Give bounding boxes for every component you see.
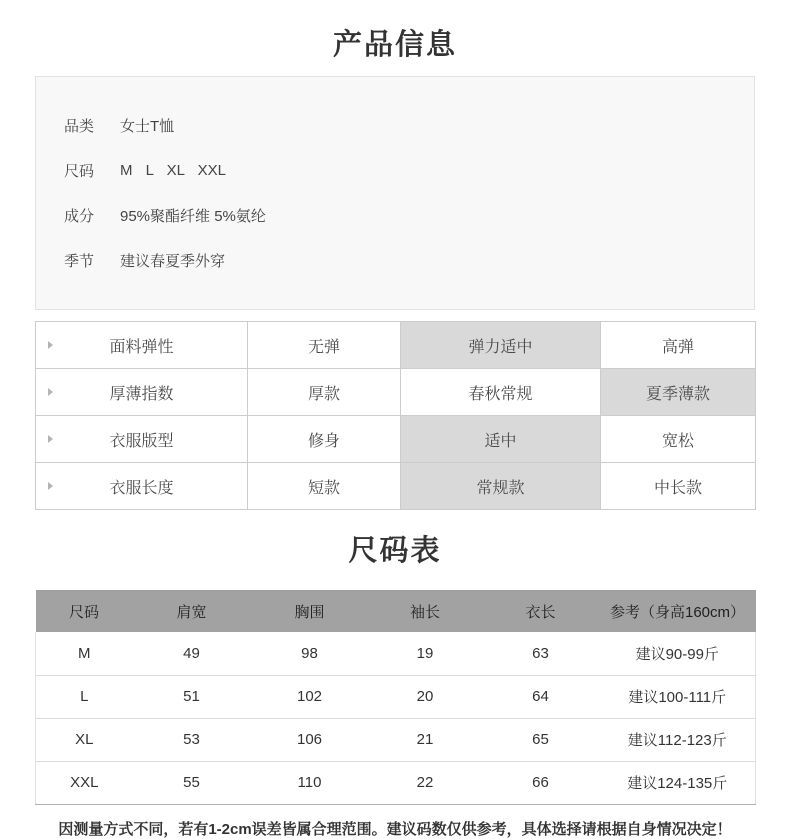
size-cell: 98: [251, 632, 369, 675]
attr-name-cell: [36, 322, 248, 369]
size-cell: 20: [369, 675, 482, 718]
attr-option-cell: 中长款: [601, 463, 756, 510]
info-label: 成分: [64, 208, 95, 225]
size-chart-title: 尺码表: [348, 535, 442, 567]
attr-row-thickness: [36, 369, 756, 416]
attribute-table: [35, 321, 756, 510]
info-label: 尺码: [64, 163, 95, 180]
size-cell: 21: [369, 718, 482, 761]
attr-option-cell: 春秋常规: [401, 369, 601, 416]
attr-option-cell: 夏季薄款: [601, 369, 756, 416]
row-marker-icon: [48, 435, 53, 443]
size-cell: 建议112-123斤: [600, 718, 756, 761]
attr-option-cell: 高弹: [601, 322, 756, 369]
attr-option-cell: 短款: [248, 463, 401, 510]
attr-option-cell: 宽松: [601, 416, 756, 463]
info-value: 女士T恤: [120, 118, 175, 135]
info-label: 品类: [64, 118, 95, 135]
size-cell: 建议100-111斤: [600, 675, 756, 718]
attr-name-label: 厚薄指数: [109, 385, 174, 403]
info-row-category: [64, 103, 754, 148]
size-table-header: 袖长: [369, 590, 482, 632]
size-cell: 建议90-99斤: [600, 632, 756, 675]
size-table-row-m: [36, 632, 756, 675]
row-marker-icon: [48, 388, 53, 396]
attr-name-cell: [36, 369, 248, 416]
size-cell: 106: [251, 718, 369, 761]
attr-name-label: 衣服版型: [109, 432, 174, 450]
size-table-row-xxl: [36, 761, 756, 804]
size-chart-table: [35, 590, 756, 805]
attr-option-cell: 厚款: [248, 369, 401, 416]
product-info-box: [35, 76, 755, 310]
size-cell: XL: [36, 718, 133, 761]
attr-row-fit: [36, 416, 756, 463]
attr-row-elasticity: [36, 322, 756, 369]
size-cell: 65: [482, 718, 600, 761]
page-title: 产品信息: [332, 29, 457, 61]
size-table-row-l: [36, 675, 756, 718]
info-row-composition: [64, 193, 754, 238]
size-cell: L: [36, 675, 133, 718]
size-cell: 22: [369, 761, 482, 804]
info-row-sizes: [64, 148, 754, 193]
row-marker-icon: [48, 341, 53, 349]
size-table-header: 尺码: [36, 590, 133, 632]
attr-option-cell: 适中: [401, 416, 601, 463]
size-cell: 102: [251, 675, 369, 718]
size-cell: 110: [251, 761, 369, 804]
size-cell: 64: [482, 675, 600, 718]
size-cell: 53: [133, 718, 251, 761]
size-cell: 51: [133, 675, 251, 718]
info-value: 建议春夏季外穿: [120, 253, 226, 270]
attr-option-cell: 常规款: [401, 463, 601, 510]
size-cell: 19: [369, 632, 482, 675]
size-table-header: 参考（身高160cm）: [600, 590, 756, 632]
measurement-note: 因测量方式不同，若有1-2cm误差皆属合理范围。建议码数仅供参考，具体选择请根据自身情况决定！: [58, 820, 732, 838]
attr-option-cell: 修身: [248, 416, 401, 463]
info-row-season: [64, 238, 754, 283]
info-value: 95%聚酯纤维 5%氨纶: [120, 208, 266, 225]
attr-name-cell: [36, 463, 248, 510]
size-table-header: 衣长: [482, 590, 600, 632]
size-cell: 49: [133, 632, 251, 675]
attr-name-cell: [36, 416, 248, 463]
size-table-header: 胸围: [251, 590, 369, 632]
size-cell: 66: [482, 761, 600, 804]
info-label: 季节: [64, 253, 95, 270]
size-cell: M: [36, 632, 133, 675]
size-table-header: 肩宽: [133, 590, 251, 632]
size-cell: 55: [133, 761, 251, 804]
attr-name-label: 衣服长度: [109, 479, 174, 497]
size-cell: 建议124-135斤: [600, 761, 756, 804]
size-cell: 63: [482, 632, 600, 675]
size-table-header-row: [36, 590, 756, 632]
size-table-row-xl: [36, 718, 756, 761]
info-value: M L XL XXL: [120, 162, 226, 179]
size-cell: XXL: [36, 761, 133, 804]
attr-name-label: 面料弹性: [109, 338, 174, 356]
row-marker-icon: [48, 482, 53, 490]
attr-option-cell: 弹力适中: [401, 322, 601, 369]
attr-option-cell: 无弹: [248, 322, 401, 369]
attr-row-length: [36, 463, 756, 510]
